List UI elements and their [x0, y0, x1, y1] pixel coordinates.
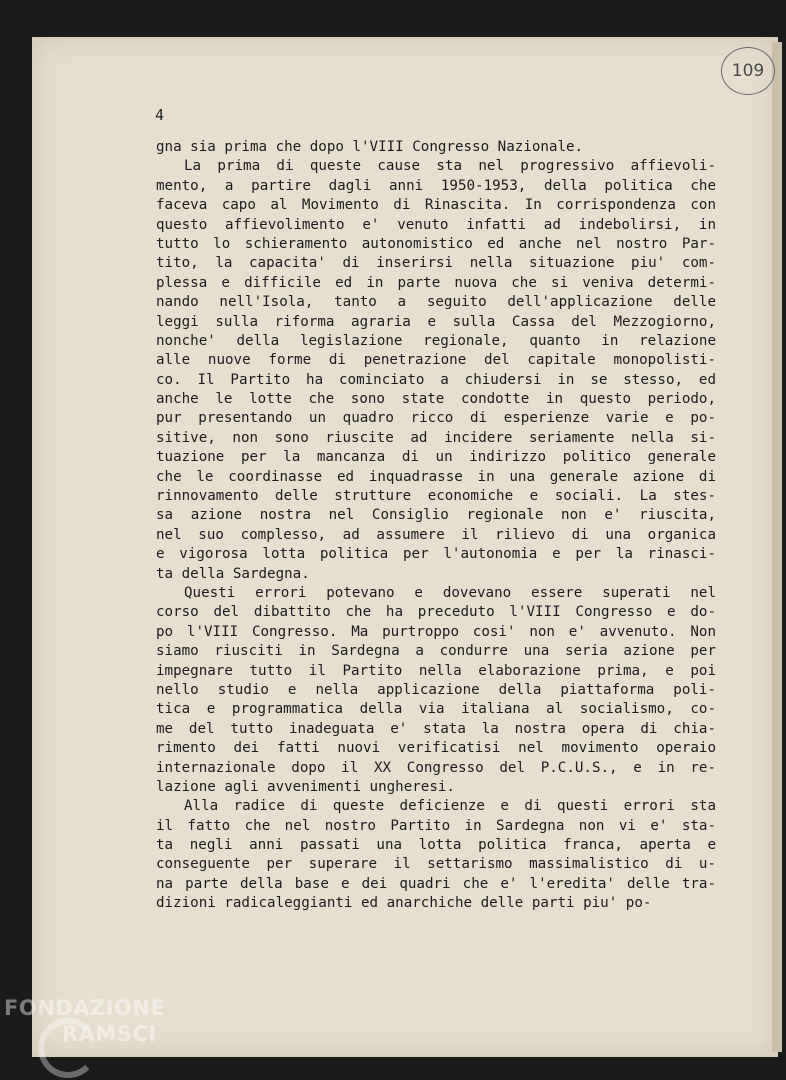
archive-page-stamp: 109 — [721, 47, 775, 95]
text-line: me del tutto inadeguata e' stata la nostra opera di chia- — [156, 720, 716, 737]
next-page-edge — [772, 42, 782, 1052]
text-line: lazione agli avvenimenti ungheresi. — [156, 778, 455, 795]
text-line: pur presentando un quadro ricco di esperienze varie e po- — [156, 410, 716, 427]
watermark-line1: FONDAZIONE — [4, 996, 166, 1020]
text-line: corso del dibattito che ha preceduto l'VIII Congresso e do- — [156, 604, 716, 621]
page-number: 4 — [155, 106, 165, 124]
watermark-logo — [4, 996, 165, 1046]
text-line: e vigorosa lotta politica per l'autonomia e per la rinasci- — [156, 546, 716, 563]
text-line: conseguente per superare il settarismo massimalistico di u- — [156, 856, 716, 873]
text-line: impegnare tutto il Partito nella elaborazione prima, e poi — [156, 662, 716, 679]
text-line: sitive, non sono riuscite ad incidere seriamente nella si- — [156, 429, 716, 446]
text-line: La prima di queste cause sta nel progressivo affievoli- — [184, 158, 716, 175]
text-line: co. Il Partito ha cominciato a chiudersi in se stesso, ed — [156, 371, 716, 388]
text-line: tica e programmatica della via italiana al socialismo, co- — [156, 701, 716, 718]
text-line: rimento dei fatti nuovi verificatisi nel movimento operaio — [156, 740, 716, 757]
text-line: plessa e difficile ed in parte nuova che si veniva determi- — [156, 274, 716, 291]
text-line: tutto lo schieramento autonomistico ed anche nel nostro Par- — [156, 235, 716, 252]
text-line: questo affievolimento e' venuto infatti ad indebolirsi, in — [156, 216, 716, 233]
text-line: tuazione per la mancanza di un indirizzo politico generale — [156, 449, 716, 466]
body-text — [156, 138, 716, 914]
text-line: ta della Sardegna. — [156, 565, 310, 582]
text-line: nando nell'Isola, tanto a seguito dell'applicazione delle — [156, 294, 716, 311]
text-line: internazionale dopo il XX Congresso del P.C.U.S., e in re- — [156, 759, 716, 776]
text-line: faceva capo al Movimento di Rinascita. In corrispondenza con — [156, 197, 716, 214]
text-line: nello studio e nella applicazione della piattaforma poli- — [156, 681, 716, 698]
text-line: siamo riusciti in Sardegna a condurre una seria azione per — [156, 643, 716, 660]
text-line: rinnovamento delle strutture economiche e sociali. La stes- — [156, 488, 716, 505]
text-line: nel suo complesso, ad assumere il rilievo di una organica — [156, 526, 716, 543]
text-line: po l'VIII Congresso. Ma purtroppo cosi' non e' avvenuto. Non — [156, 623, 716, 640]
text-line: sa azione nostra nel Consiglio regionale non e' riuscita, — [156, 507, 716, 524]
text-line: leggi sulla riforma agraria e sulla Cassa del Mezzogiorno, — [156, 313, 716, 330]
text-line: alle nuove forme di penetrazione del capitale monopolisti- — [156, 352, 716, 369]
text-line: mento, a partire dagli anni 1950-1953, della politica che — [156, 177, 716, 194]
text-line: na parte della base e dei quadri che e' l'eredita' delle tra- — [156, 875, 716, 892]
text-line: Alla radice di queste deficienze e di questi errori sta — [184, 798, 716, 815]
text-line: tito, la capacita' di inserirsi nella situazione piu' com- — [156, 255, 716, 272]
text-line: gna sia prima che dopo l'VIII Congresso Nazionale. — [156, 139, 584, 155]
text-line: dizioni radicaleggianti ed anarchiche delle parti piu' po- — [156, 895, 652, 912]
text-line: Questi errori potevano e dovevano essere superati nel — [184, 584, 716, 601]
text-line: che le coordinasse ed inquadrasse in una generale azione di — [156, 468, 716, 485]
text-line: anche le lotte che sono state condotte in questo periodo, — [156, 391, 716, 408]
watermark-g-mark — [38, 1018, 98, 1078]
text-line: nonche' della legislazione regionale, quanto in relazione — [156, 332, 716, 349]
watermark-line2: RAMSCI — [62, 1022, 157, 1046]
text-line: il fatto che nel nostro Partito in Sardegna non vi e' sta- — [156, 817, 716, 834]
text-line: ta negli anni passati una lotta politica franca, aperta e — [156, 837, 716, 854]
